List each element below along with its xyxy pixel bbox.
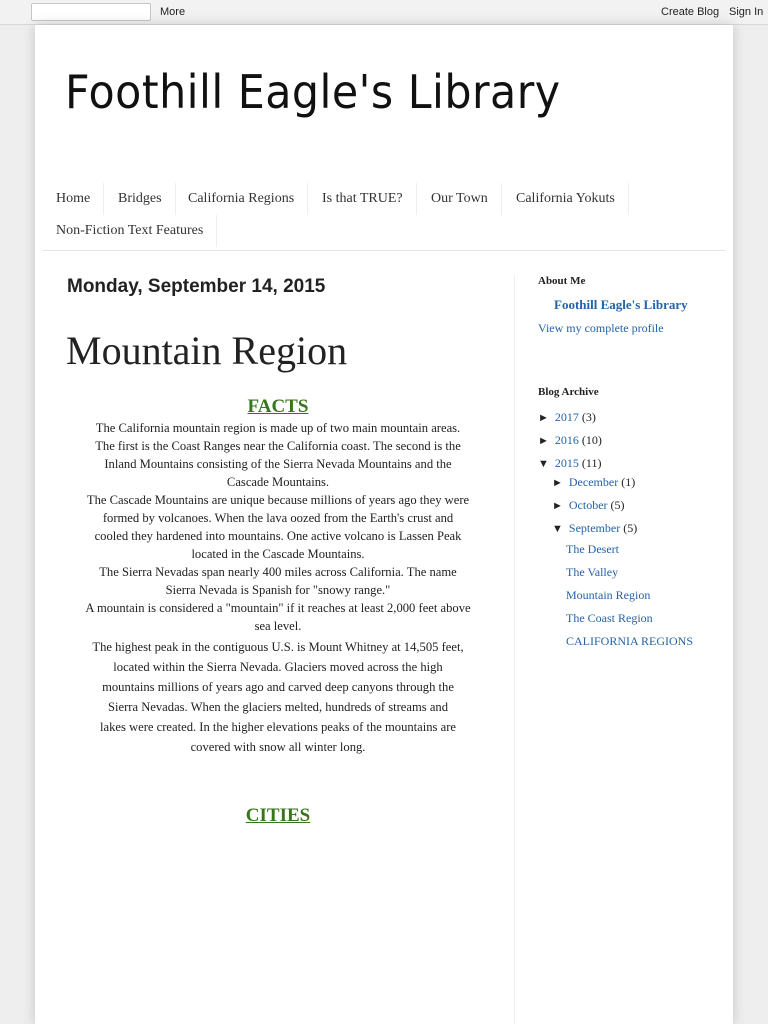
create-blog-link[interactable]: Create Blog: [661, 6, 720, 18]
collapse-toggle-icon[interactable]: ▼: [552, 523, 563, 535]
post-line: The California mountain region is made up of two main mountain areas.: [95, 421, 461, 435]
tab-is-that-true[interactable]: Is that TRUE?: [309, 183, 417, 215]
post-line: Cascade Mountains.: [226, 475, 330, 489]
post-line: lakes were created. In the higher elevations peaks of the mountains are: [100, 720, 456, 734]
archive-count: (1): [621, 475, 636, 489]
more-link[interactable]: More: [160, 6, 186, 18]
post-line: The Cascade Mountains are unique because millions of years ago they were: [86, 493, 470, 507]
blog-page: [35, 25, 733, 1024]
post-line: located within the Sierra Nevada. Glaciers moved across the high: [113, 660, 443, 674]
search-input[interactable]: [31, 3, 151, 21]
post-line: mountains millions of years ago and carved deep canyons through the: [102, 680, 454, 694]
post-line: formed by volcanoes. When the lava oozed from the Earth's crust and: [102, 511, 454, 525]
collapse-toggle-icon[interactable]: ▼: [538, 458, 549, 470]
post-line: The highest peak in the contiguous U.S. is Mount Whitney at 14,505 feet,: [92, 640, 464, 654]
facts-heading: FACTS: [247, 396, 309, 417]
post-line: cooled they hardened into mountains. One active volcano is Lassen Peak: [94, 529, 462, 543]
sign-in-link[interactable]: Sign In: [729, 6, 764, 18]
blog-title[interactable]: Foothill Eagle's Library: [65, 65, 561, 119]
tab-california-yokuts[interactable]: California Yokuts: [503, 183, 629, 215]
tab-bridges[interactable]: Bridges: [105, 183, 176, 215]
view-profile-link[interactable]: View my complete profile: [538, 321, 664, 335]
archive-post-link[interactable]: Mountain Region: [566, 588, 651, 602]
archive-post-link[interactable]: The Desert: [566, 542, 619, 556]
expand-toggle-icon[interactable]: ►: [538, 435, 549, 447]
expand-toggle-icon[interactable]: ►: [552, 477, 563, 489]
tab-non-fiction-text-features[interactable]: Non-Fiction Text Features: [43, 215, 217, 247]
cities-heading: CITIES: [245, 805, 311, 826]
post-line: covered with snow all winter long.: [190, 740, 366, 754]
pages-tabs: [43, 183, 725, 251]
blog-archive-heading: Blog Archive: [538, 386, 599, 398]
tab-california-regions[interactable]: California Regions: [175, 183, 308, 215]
post-title[interactable]: Mountain Region: [66, 328, 348, 373]
archive-post-link[interactable]: CALIFORNIA REGIONS: [566, 634, 694, 648]
archive-count: (3): [581, 410, 596, 424]
post-date: Monday, September 14, 2015: [67, 276, 326, 297]
tab-home[interactable]: Home: [43, 183, 104, 215]
profile-name-link[interactable]: Foothill Eagle's Library: [554, 297, 688, 312]
post-line: The first is the Coast Ranges near the California coast. The second is the: [95, 439, 461, 453]
archive-count: (10): [581, 433, 602, 447]
archive-count: (5): [610, 498, 625, 512]
archive-year-2016: [538, 433, 602, 448]
about-me-heading: About Me: [538, 275, 586, 287]
archive-month-link[interactable]: September: [568, 521, 621, 535]
post-line: The Sierra Nevadas span nearly 400 miles across California. The name: [99, 565, 457, 579]
post-line: Inland Mountains consisting of the Sierra Nevada Mountains and the: [104, 457, 452, 471]
archive-year-link[interactable]: 2016: [554, 433, 579, 447]
post-line: A mountain is considered a "mountain" if it reaches at least 2,000 feet above: [85, 601, 471, 615]
expand-toggle-icon[interactable]: ►: [538, 412, 549, 424]
archive-year-2015: [538, 456, 601, 471]
post-line: Sierra Nevadas. When the glaciers melted, hundreds of streams and: [107, 700, 449, 714]
post-line: sea level.: [254, 619, 302, 633]
blogger-navbar: [0, 0, 768, 25]
archive-month-link[interactable]: October: [568, 498, 608, 512]
post-line: located in the Cascade Mountains.: [191, 547, 365, 561]
archive-count: (11): [581, 456, 602, 470]
archive-year-link[interactable]: 2017: [554, 410, 579, 424]
archive-month-december: [552, 475, 635, 490]
archive-year-2017: [538, 410, 596, 425]
cities-section: [63, 804, 493, 828]
archive-month-link[interactable]: December: [568, 475, 619, 489]
archive-post-link[interactable]: The Coast Region: [566, 611, 653, 625]
archive-post-link[interactable]: The Valley: [566, 565, 619, 579]
expand-toggle-icon[interactable]: ►: [552, 500, 563, 512]
archive-month-october: [552, 498, 625, 513]
post-body: [63, 395, 493, 757]
sidebar-divider: [514, 275, 515, 1024]
post-line: Sierra Nevada is Spanish for "snowy range.": [165, 583, 391, 597]
archive-year-link[interactable]: 2015: [554, 456, 579, 470]
archive-month-september: [552, 521, 637, 536]
archive-count: (5): [623, 521, 638, 535]
tab-our-town[interactable]: Our Town: [418, 183, 502, 215]
